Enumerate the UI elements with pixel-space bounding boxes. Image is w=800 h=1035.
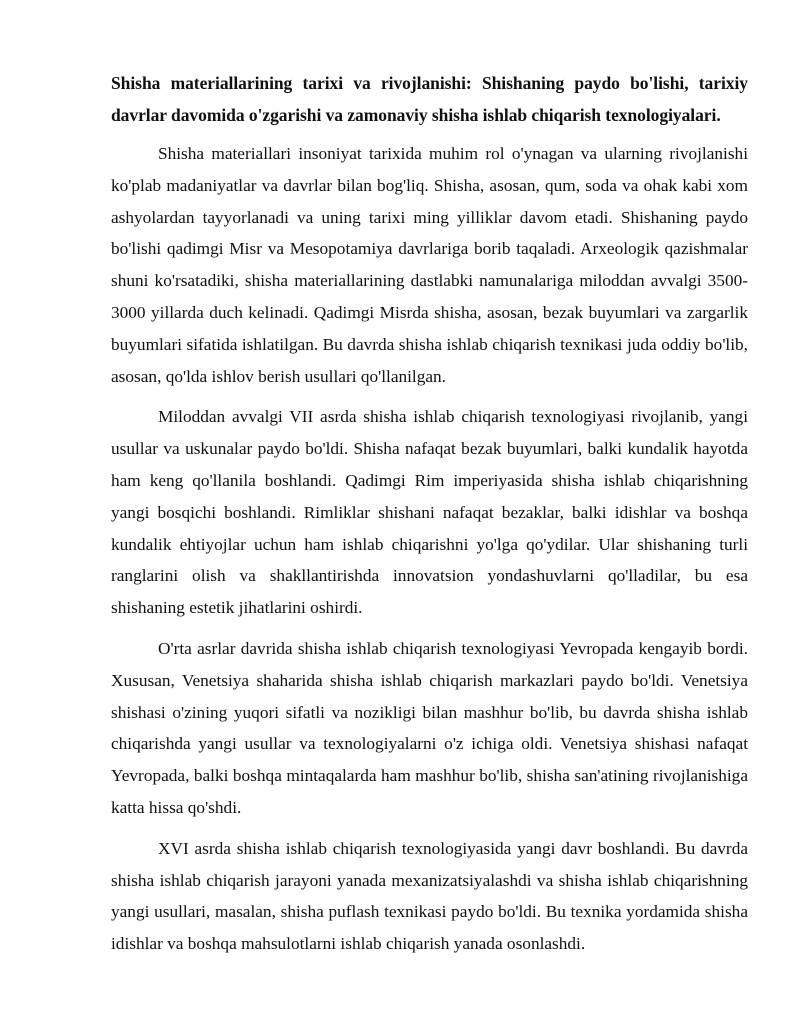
paragraph-4: XVI asrda shisha ishlab chiqarish texnologiyasida yangi davr boshlandi. Bu davrda shisha ishlab chiqarish jarayoni yanada mexanizatsiyalashdi va shisha ishlab chiqarishning yangi usullari, masalan, shisha puflash texnikasi paydo bo'ldi. Bu texnika yordamida shisha idishlar va boshqa mahsulotlarni ishlab chiqarish yanada osonlashdi. <box>111 838 748 954</box>
paragraph-2: Miloddan avvalgi VII asrda shisha ishlab chiqarish texnologiyasi rivojlanib, yangi usullar va uskunalar paydo bo'ldi. Shisha nafaqat bezak buyumlari, balki kundalik hayotda ham keng qo'llanila boshlandi. Qadimgi Rim imperiyasida shisha ishlab chiqarishning yangi bosqichi boshlandi. Rimliklar shishani nafaqat bezaklar, balki idishlar va boshqa kundalik ehtiyojlar uchun ham ishlab chiqarishni yo'lga qo'ydilar. Ular shishaning turli ranglarini olish va shakllantirishda innovatsion yondashuvlarni qo'lladilar, bu esa shishaning estetik jihatlarini oshirdi. <box>111 407 748 618</box>
paragraph-3: O'rta asrlar davrida shisha ishlab chiqarish texnologiyasi Yevropada kengayib bordi. Xususan, Venetsiya shaharida shisha ishlab chiqarish markazlari paydo bo'ldi. Venetsiya shishasi o'zining yuqori sifatli va nozikligi bilan mashhur bo'lib, bu davrda shisha ishlab chiqarishda yangi usullar va texnologiyalarni o'z ichiga oldi. Venetsiya shishasi nafaqat Yevropada, balki boshqa mintaqalarda ham mashhur bo'lib, shisha san'atining rivojlanishiga katta hissa qo'shdi. <box>111 638 748 817</box>
document-title: Shisha materiallarining tarixi va rivojlanishi: Shishaning paydo bo'lishi, tarixiy davrlar davomida o'zgarishi va zamonaviy shisha ishlab chiqarish texnologiyalari. <box>111 73 748 125</box>
paragraph-1: Shisha materiallari insoniyat tarixida muhim rol o'ynagan va ularning rivojlanishi ko'plab madaniyatlar va davrlar bilan bog'liq. Shisha, asosan, qum, soda va ohak kabi xom ashyolardan tayyorlanadi va uning tarixi ming yilliklar davom etadi. Shishaning paydo bo'lishi qadimgi Misr va Mesopotamiya davrlariga borib taqaladi. Arxeologik qazishmalar shuni ko'rsatadiki, shisha materiallarining dastlabki namunalariga miloddan avvalgi 3500-3000 yillarda duch kelinadi. Qadimgi Misrda shisha, asosan, bezak buyumlari va zargarlik buyumlari sifatida ishlatilgan. Bu davrda shisha ishlab chiqarish texnikasi juda oddiy bo'lib, asosan, qo'lda ishlov berish usullari qo'llanilgan. <box>111 144 748 386</box>
